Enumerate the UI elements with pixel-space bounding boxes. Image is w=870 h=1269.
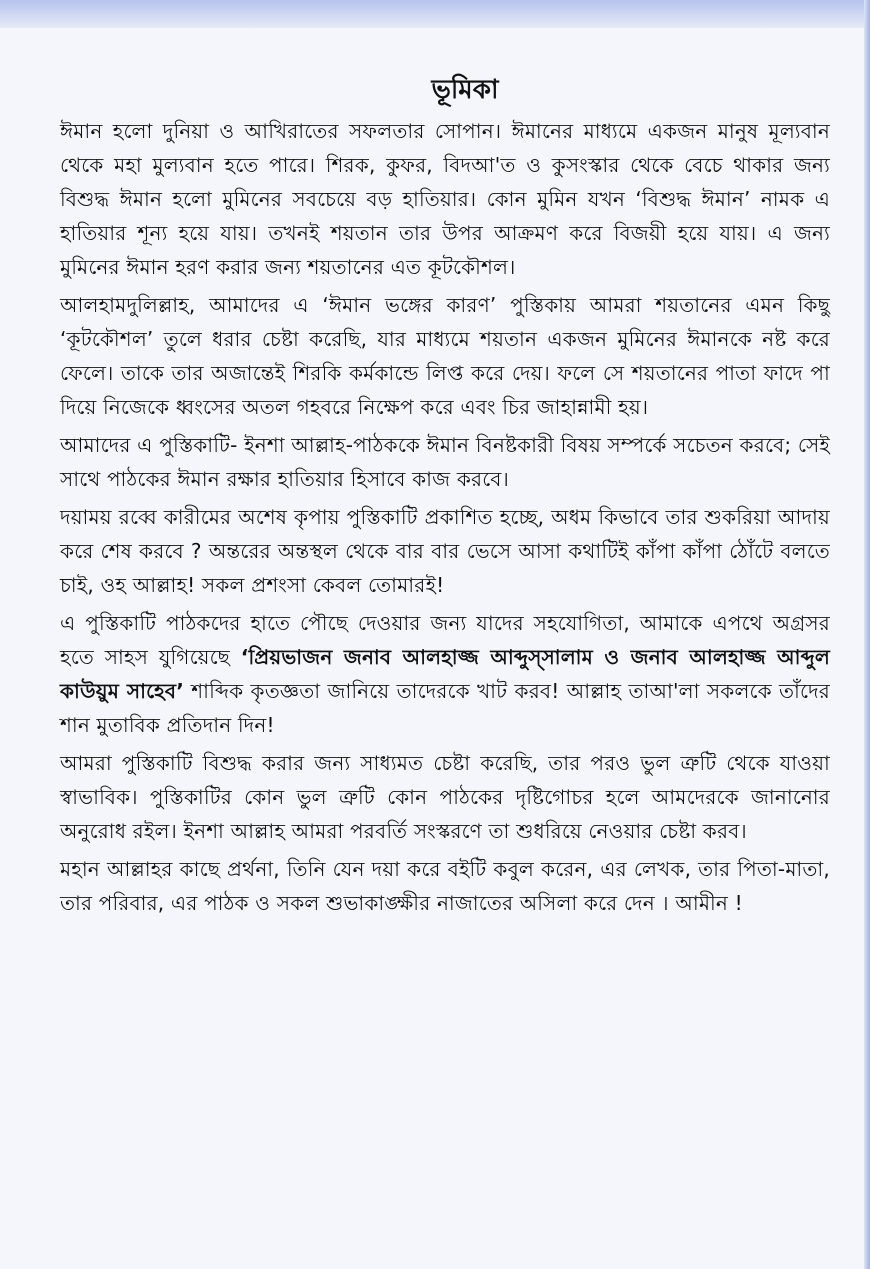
paragraph-3: আমাদের এ পুস্তিকাটি- ইনশা আল্লাহ-পাঠককে ঈমান বিনষ্টকারী বিষয় সম্পর্কে সচেতন করবে; সেই সাথে পাঠকের ঈমান রক্ষার হাতিয়ার হিসাবে কাজ করবে।: [60, 433, 830, 491]
paragraph-4: দয়াময় রব্বে কারীমের অশেষ কৃপায় পুস্তিকাটি প্রকাশিত হচ্ছে, অধম কিভাবে তার শুকরিয়া আদায় করে শেষ করবে ? অন্তরের অন্তস্থল থেকে বার বার ভেসে আসা কথাটিই কাঁপা কাঁপা ঠোঁটে বলতে চাই, ওহ আল্লাহ! সকল প্রশংসা কেবল তোমারই!: [60, 505, 830, 597]
paragraph-5: [60, 606, 830, 742]
paragraph-7: মহান আল্লাহর কাছে প্রর্থনা, তিনি যেন দয়া করে বইটি কবুল করেন, এর লেখক, তার পিতা-মাতা, তার পরিবার, এর পাঠক ও সকল শুভাকাঙ্ক্ষীর নাজাতের অসিলা করে দেন । আমীন !: [60, 857, 830, 915]
preface-content: [60, 70, 830, 924]
paragraph-6: আমরা পুস্তিকাটি বিশুদ্ধ করার জন্য সাধ্যমত চেষ্টা করেছি, তার পরও ভুল ত্রুটি থেকে যাওয়া স্বাভাবিক। পুস্তিকাটির কোন ভুল ত্রুটি কোন পাঠকের দৃষ্টিগোচর হলে আমদেরকে জানানোর অনুরোধ রইল। ইনশা আল্লাহ আমরা পরবর্তি সংস্করণে তা শুধরিয়ে নেওয়ার চেষ্টা করব।: [60, 751, 830, 843]
paragraph-5-bold-names: ‘প্রিয়ভাজন জনাব আলহাজ্জ আব্দুস্সালাম ও জনাব আলহাজ্জ আব্দুল কাউয়ুম সাহেব’: [60, 645, 830, 703]
top-cover-band: [0, 0, 870, 28]
paragraph-2: আলহামদুলিল্লাহ, আমাদের এ ‘ঈমান ভঙ্গের কারণ’ পুস্তিকায় আমরা শয়তানের এমন কিছু ‘কূটকৌশল’ তুলে ধরার চেষ্টা করেছি, যার মাধ্যমে শয়তান একজন মুমিনের ঈমানকে নষ্ট করে ফেলে। তাকে তার অজান্তেই শিরকি কর্মকান্ডে লিপ্ত করে দেয়। ফলে সে শয়তানের পাতা ফাদে পা দিয়ে নিজেকে ধ্বংসের অতল গহবরে নিক্ষেপ করে এবং চির জাহান্নামী হয়।: [60, 293, 830, 419]
paragraph-1: ঈমান হলো দুনিয়া ও আখিরাতের সফলতার সোপান। ঈমানের মাধ্যমে একজন মানুষ মূল্যবান থেকে মহা মুল্যবান হতে পারে। শিরক, কুফর, বিদআ'ত ও কুসংস্কার থেকে বেচে থাকার জন্য বিশুদ্ধ ঈমান হলো মুমিনের সবচেয়ে বড় হাতিয়ার। কোন মুমিন যখন ‘বিশুদ্ধ ঈমান’ নামক এ হাতিয়ার শূন্য হয়ে যায়। তখনই শয়তান তার উপর আক্রমণ করে বিজয়ী হয়ে যায়। এ জন্য মুমিনের ঈমান হরণ করার জন্য শয়তানের এত কূটকৌশল।: [60, 119, 830, 279]
right-cover-edge: [864, 0, 870, 1269]
paragraph-5-text-before: এ পুস্তিকাটি পাঠকদের হাতে পৌছে দেওয়ার জন্য যাদের সহযোগিতা, আমাকে এপথে অগ্রসর হতে সাহস যুগিয়েছে: [60, 611, 830, 669]
page-title: ভূমিকা: [431, 75, 499, 105]
paragraph-5-text-after: শাব্দিক কৃতজ্ঞতা জানিয়ে তাদেরকে খাট করব! আল্লাহ তাআ'লা সকলকে তাঁদের শান মুতাবিক প্রতিদান দিন!: [60, 679, 830, 737]
